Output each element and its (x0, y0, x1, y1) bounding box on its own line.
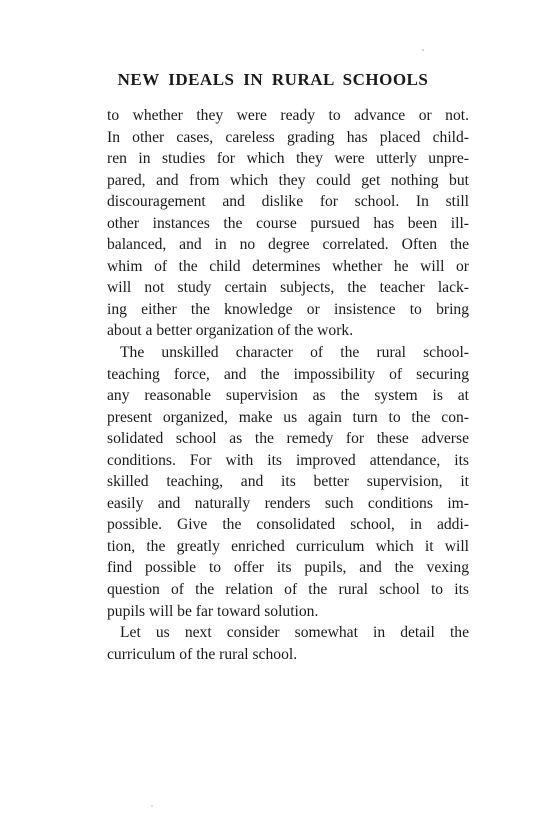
text-line: to whether they were ready to advance or not. (107, 107, 469, 124)
speck-dot (151, 805, 152, 806)
text-line: Let us next consider somewhat in detail the (120, 624, 469, 642)
text-line: easily and naturally renders such conditions im- (107, 494, 469, 512)
text-line: pared, and from which they could get nothing but (107, 171, 469, 189)
text-line: ing either the knowledge or insistence to bring (107, 300, 469, 318)
text-line: whim of the child determines whether he will or (107, 257, 469, 275)
text-line: other instances the course pursued has been ill- (107, 214, 469, 232)
text-line: question of the relation of the rural school to its (107, 581, 469, 599)
text-line: skilled teaching, and its better supervision, it (107, 473, 469, 491)
text-line: pupils will be far toward solution. (107, 602, 319, 620)
text-line: ren in studies for which they were utterly unpre- (107, 150, 469, 168)
text-line: find possible to offer its pupils, and the vexing (107, 559, 469, 577)
speck-dot (422, 49, 424, 51)
text-line: will not study certain subjects, the teacher lack- (107, 279, 469, 297)
text-line: present organized, make us again turn to the con- (107, 408, 469, 426)
text-line: about a better organization of the work. (107, 322, 354, 340)
text-line: possible. Give the consolidated school, in addi- (107, 516, 469, 534)
running-head: NEW IDEALS IN RURAL SCHOOLS (117, 70, 429, 89)
text-line: tion, the greatly enriched curriculum which it will (107, 537, 469, 555)
text-line: curriculum of the rural school. (107, 645, 298, 663)
text-line: any reasonable supervision as the system is at (107, 387, 469, 405)
text-line: balanced, and in no degree correlated. Often the (107, 236, 469, 254)
text-line: solidated school as the remedy for these adverse (107, 430, 469, 448)
text-line: The unskilled character of the rural school- (120, 344, 469, 362)
text-line: discouragement and dislike for school. In still (107, 193, 469, 211)
text-line: In other cases, careless grading has placed child- (107, 128, 469, 146)
text-line: teaching force, and the impossibility of securing (107, 365, 469, 383)
text-line: conditions. For with its improved attendance, its (107, 451, 469, 469)
